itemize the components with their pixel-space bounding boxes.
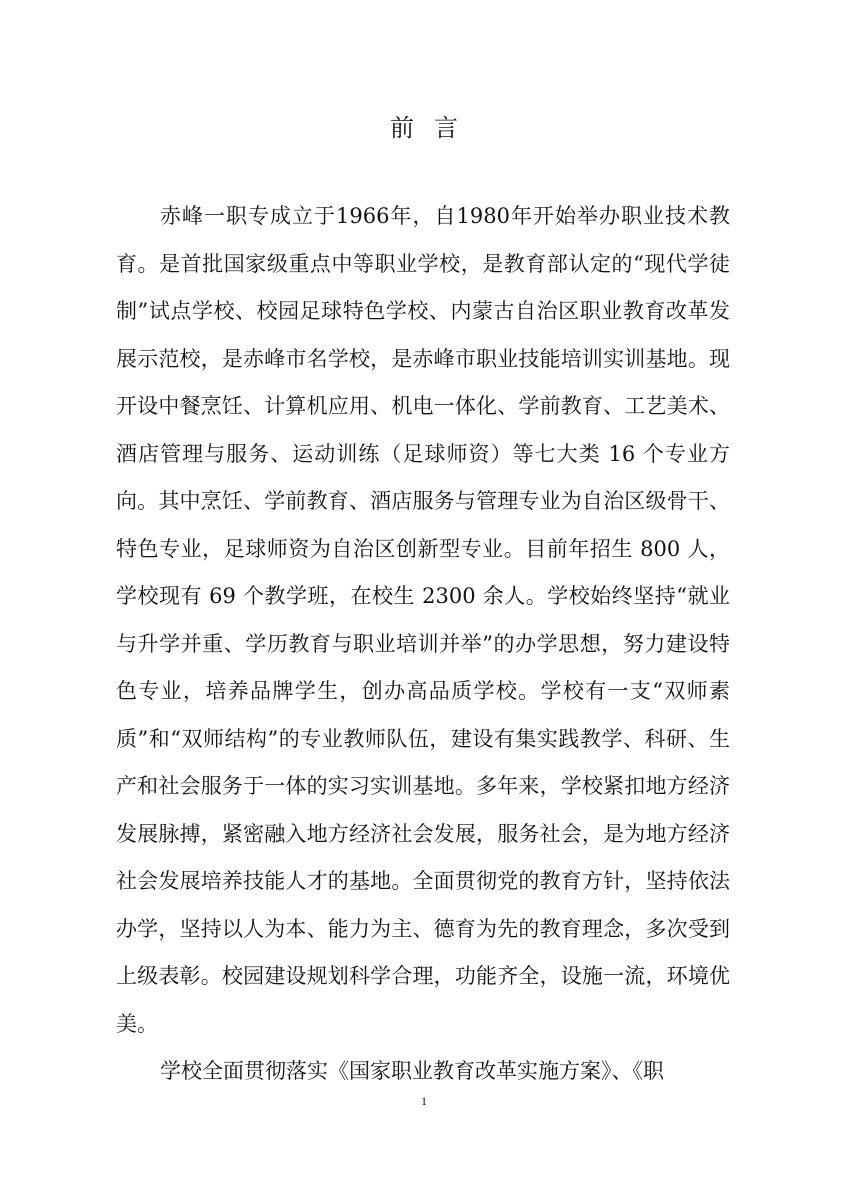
paragraph-school-introduction: 赤峰一职专成立于1966年，自1980年开始举办职业技术教育。是首批国家级重点中等职业学校，是教育部认定的“现代学徒制”试点学校、校园足球特色学校、内蒙古自治区职业教育改革发展示范校，是赤峰市名学校，是赤峰市职业技能培训实训基地。现开设中餐烹饪、计算机应用、机电一体化、学前教育、工艺美术、酒店管理与服务、运动训练（足球师资）等七大类 16 个专业方向。其中烹饪、学前教育、酒店服务与管理专业为自治区级骨干、特色专业，足球师资为自治区创新型专业。目前年招生 800 人，学校现有 69 个教学班，在校生 2300 余人。学校始终坚持“就业与升学并重、学历教育与职业培训并举”的办学思想，努力建设特色专业，培养品牌学生，创办高品质学校。学校有一支“双师素质”和“双师结构”的专业教师队伍，建设有集实践教学、科研、生产和社会服务于一体的实习实训基地。多年来，学校紧扣地方经济发展脉搏，紧密融入地方经济社会发展，服务社会，是为地方经济社会发展培养技能人才的基地。全面贯彻党的教育方针，坚持依法办学，坚持以人为本、能力为主、德育为先的教育理念，多次受到上级表彰。校园建设规划科学合理，功能齐全，设施一流，环境优美。 — [116, 204, 730, 1036]
body-text — [116, 193, 730, 1096]
page-title: 前言 — [390, 114, 478, 142]
paragraph-reform-implementation: 学校全面贯彻落实《国家职业教育改革实施方案》、《职 — [160, 1059, 664, 1083]
page-number: 1 — [421, 1094, 427, 1108]
